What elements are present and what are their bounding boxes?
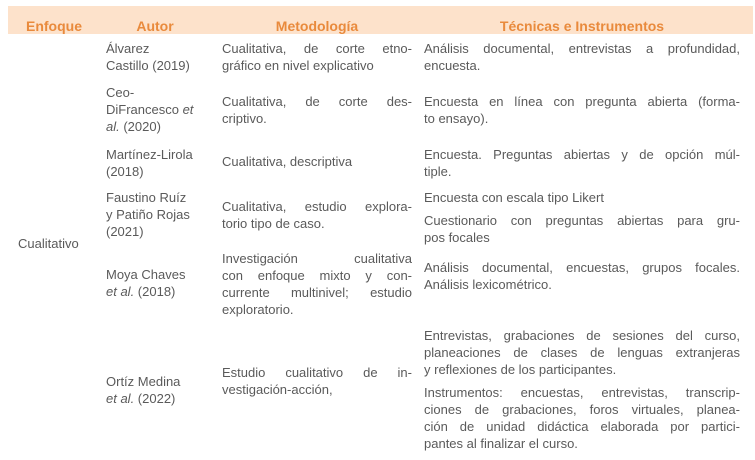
metodologia-line: con enfoque mixto y con-	[222, 268, 412, 283]
header-autor: Autor	[136, 18, 174, 34]
autor-text: y Patiño Rojas	[106, 207, 190, 222]
tecnicas-line: Cuestionario con preguntas abiertas para gru-	[424, 213, 740, 228]
metodologia-line: Cualitativa, estudio explora-	[222, 199, 412, 214]
metodologia-line: Cualitativa, de corte etno-	[222, 41, 412, 56]
autor-line	[106, 101, 193, 118]
autor-text: Moya Chaves	[106, 267, 186, 282]
tecnicas-line: ción de unidad didáctica elaborada por partici-	[424, 419, 740, 434]
metodologia-line: Investigación cualitativa	[222, 251, 412, 266]
tecnicas-line: planeaciones de clases de lenguas extranjeras	[424, 345, 740, 360]
tecnicas-line: Análisis lexicométrico.	[424, 277, 552, 292]
metodologia-line: criptivo.	[222, 111, 267, 126]
autor-line	[106, 266, 185, 283]
autor-line	[106, 57, 190, 74]
autor-line	[106, 40, 149, 57]
table-header	[8, 6, 753, 34]
autor-text: (2018)	[134, 284, 176, 299]
autor-line	[106, 189, 186, 206]
metodologia-line: exploratorio.	[222, 302, 294, 317]
tecnicas-line: to ensayo).	[424, 111, 489, 126]
autor-line	[106, 373, 180, 390]
autor-text: (2020)	[119, 119, 161, 134]
tecnicas-line: pantes al finalizar el curso.	[424, 436, 578, 451]
enfoque-cell: Cualitativo	[18, 236, 79, 251]
autor-line	[106, 223, 144, 240]
autor-text: Martínez-Lirola	[106, 147, 193, 162]
autor-line	[106, 146, 193, 163]
autor-line	[106, 163, 144, 180]
autor-line	[106, 118, 161, 135]
autor-line	[106, 206, 190, 223]
autor-text: (2022)	[134, 391, 176, 406]
tecnicas-line: Análisis documental, encuestas, grupos focales.	[424, 260, 740, 275]
autor-text: Castillo (2019)	[106, 58, 190, 73]
autor-text: DiFrancesco	[106, 102, 183, 117]
autor-text: Ceo-	[106, 85, 135, 100]
autor-text: (2021)	[106, 224, 144, 239]
autor-text: Ortíz Medina	[106, 374, 181, 389]
autor-line	[106, 283, 175, 300]
autor-line	[106, 390, 175, 407]
autor-text: et	[182, 102, 194, 117]
metodologia-line: Estudio cualitativo de in-	[222, 365, 412, 380]
metodologia-line: torio tipo de caso.	[222, 216, 325, 231]
tecnicas-line: Encuesta. Preguntas abiertas y de opción múl-	[424, 147, 740, 162]
metodologia-line: currente multinivel; estudio	[222, 285, 412, 300]
tecnicas-line: y reflexiones de los participantes.	[424, 362, 617, 377]
header-tecnicas: Técnicas e Instrumentos	[499, 18, 665, 34]
autor-text: (2018)	[106, 164, 144, 179]
autor-text: al.	[106, 119, 120, 134]
tecnicas-line: Análisis documental, entrevistas a profundidad,	[424, 41, 740, 56]
tecnicas-line: pos focales	[424, 230, 490, 245]
tecnicas-line: Encuesta en línea con pregunta abierta (forma-	[424, 94, 740, 109]
tecnicas-line: Encuesta con escala tipo Likert	[424, 190, 604, 205]
tecnicas-line: ciones de grabaciones, foros virtuales, planea-	[424, 402, 740, 417]
autor-text: Álvarez	[106, 41, 150, 56]
tecnicas-line: Instrumentos: encuestas, entrevistas, transcrip-	[424, 385, 740, 400]
tecnicas-line: Entrevistas, grabaciones de sesiones del curso,	[424, 328, 740, 343]
metodologia-line: vestigación-acción,	[222, 382, 333, 397]
header-metodologia: Metodología	[275, 18, 359, 34]
tecnicas-line: encuesta.	[424, 58, 481, 73]
tecnicas-line: tiple.	[424, 164, 452, 179]
header-enfoque: Enfoque	[26, 18, 82, 34]
autor-line	[106, 84, 134, 101]
autor-text: Faustino Ruíz	[106, 190, 187, 205]
autor-text: et al.	[106, 391, 135, 406]
metodologia-line: gráfico en nivel explicativo	[222, 58, 374, 73]
metodologia-line: Cualitativa, de corte des-	[222, 94, 412, 109]
autor-text: et al.	[106, 284, 135, 299]
metodologia-line: Cualitativa, descriptiva	[222, 154, 353, 169]
